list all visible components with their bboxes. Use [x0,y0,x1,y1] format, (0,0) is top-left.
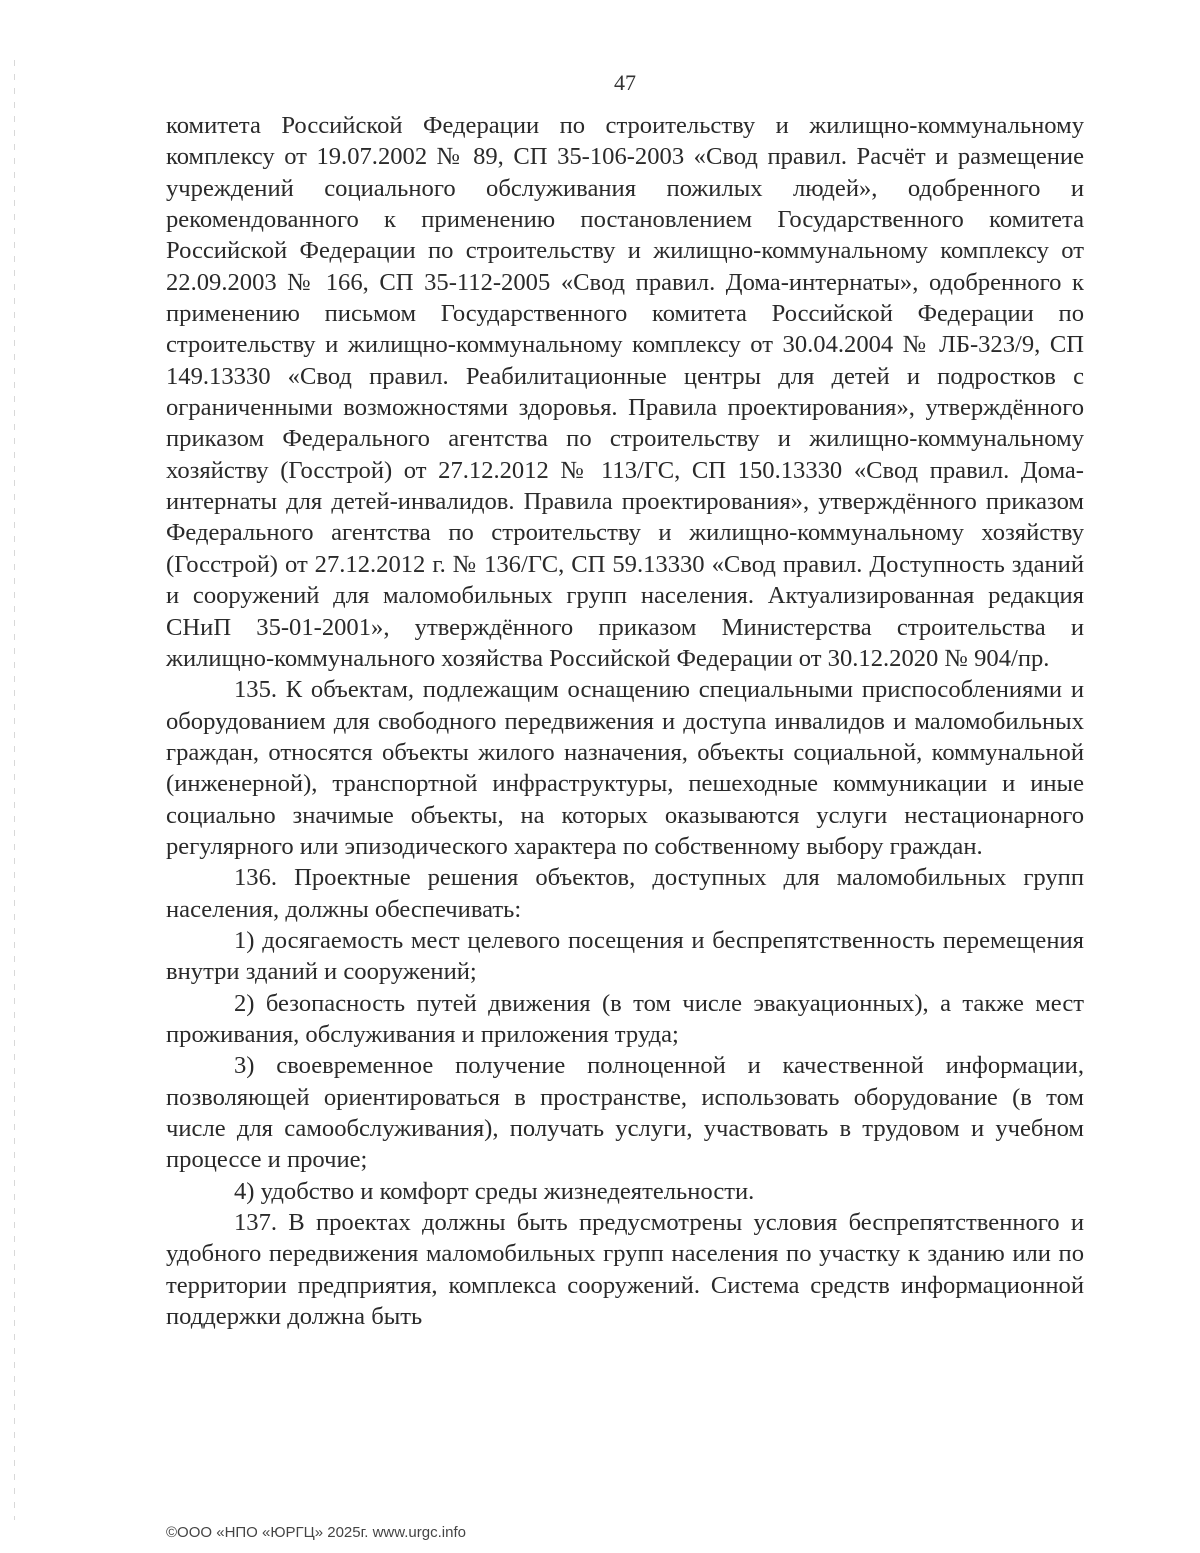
page-number: 47 [614,70,636,95]
paragraph-136: 136. Проектные решения объектов, доступных для маломобильных групп населения, должны обеспечивать: [166,864,1084,923]
paragraph-137: 137. В проектах должны быть предусмотрены условия беспрепятственного и удобного передвижения маломобильных групп населения по участку к зданию или по территории предприятия, комплекса сооружений. Система средств информационной поддержки должна быть [166,1209,1084,1331]
footer-copyright: ©ООО «НПО «ЮРГЦ» 2025г. www.urgc.info [166,1524,466,1541]
paragraph-continuation: комитета Российской Федерации по строительству и жилищно-коммунальному комплексу от 19.07.2002 № 89, СП 35-106-2003 «Свод правил. Расчёт и размещение учреждений социального обслуживания пожилых людей», одобренного и рекомендованного к применению постановлением Государственного комитета Российской Федерации по строительству и жилищно-коммунальному комплексу от 22.09.2003 № 166, СП 35-112-2005 «Свод правил. Дома-интернаты», одобренного к применению письмом Государственного комитета Российской Федерации по строительству и жилищно-коммунальному комплексу от 30.04.2004 № ЛБ-323/9, СП 149.13330 «Свод правил. Реабилитационные центры для детей и подростков с ограниченными возможностями здоровья. Правила проектирования», утверждённого приказом Федерального агентства по строительству и жилищно-коммунальному хозяйству (Госстрой) от 27.12.2012 № 113/ГС, СП 150.13330 «Свод правил. Дома-интернаты для детей-инвалидов. Правила проектирования», утверждённого приказом Федерального агентства по строительству и жилищно-коммунальному хозяйству (Госстрой) от 27.12.2012 г. № 136/ГС, СП 59.13330 «Свод правил. Доступность зданий и сооружений для маломобильных групп населения. Актуализированная редакция СНиП 35-01-2001», утверждённого приказом Министерства строительства и жилищно-коммунального хозяйства Российской Федерации от 30.12.2020 № 904/пр. [166,112,1084,672]
list-item-3: 3) своевременное получение полноценной и качественной информации, позволяющей ориентироваться в пространстве, использовать оборудование (в том числе для самообслуживания), получать услуги, участвовать в трудовом и учебном процессе и прочие; [166,1052,1084,1174]
document-body [166,110,1084,1332]
list-item-2: 2) безопасность путей движения (в том числе эвакуационных), а также мест проживания, обслуживания и приложения труда; [166,989,1084,1048]
scan-edge-mark [14,60,15,1520]
list-item-1: 1) досягаемость мест целевого посещения и беспрепятственность перемещения внутри зданий и сооружений; [166,926,1084,986]
paragraph-135: 135. К объектам, подлежащим оснащению специальными приспособлениями и оборудованием для свободного передвижения и доступа инвалидов и маломобильных граждан, относятся объекты жилого назначения, объекты социальной, коммунальной (инженерной), транспортной инфраструктуры, пешеходные коммуникации и иные социально значимые объекты, на которых оказываются услуги нестационарного регулярного или эпизодического характера по собственному выбору граждан. [166,676,1084,860]
list-item-4: 4) удобство и комфорт среды жизнедеятельности. [234,1177,755,1205]
